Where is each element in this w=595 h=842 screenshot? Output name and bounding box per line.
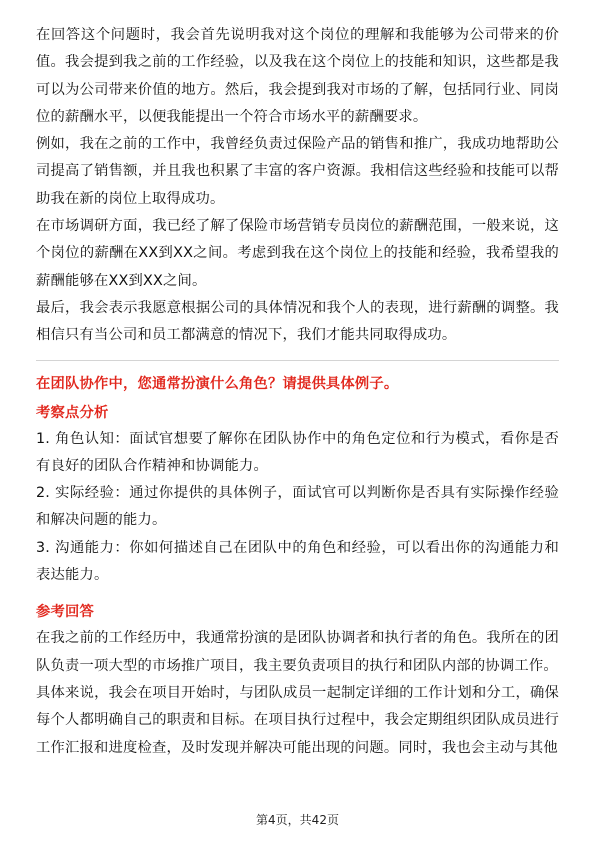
- analysis-item: 2. 实际经验：通过你提供的具体例子，面试官可以判断你是否具有实际操作经验和解决问题的能力。: [36, 485, 559, 529]
- answer-body: [36, 625, 559, 761]
- analysis-list: [36, 426, 559, 590]
- previous-answer-paragraph: 在市场调研方面，我已经了解了保险市场营销专员岗位的薪酬范围，一般来说，这个岗位的薪酬在XX到XX之间。考虑到我在这个岗位上的技能和经验，我希望我的薪酬能够在XX到XX之间。: [36, 218, 559, 289]
- analysis-heading: 考察点分析: [36, 404, 109, 421]
- question-title: 在团队协作中，您通常扮演什么角色？请提供具体例子。: [36, 375, 399, 392]
- previous-answer: [36, 22, 559, 350]
- page-content: [36, 22, 559, 762]
- page-number: 第4页，共42页: [256, 813, 339, 827]
- previous-answer-paragraph: 最后，我会表示我愿意根据公司的具体情况和我个人的表现，进行薪酬的调整。我相信只有当公司和员工都满意的情况下，我们才能共同取得成功。: [36, 299, 559, 344]
- answer-heading: 参考回答: [36, 604, 94, 621]
- analysis-item: 3. 沟通能力：你如何描述自己在团队中的角色和经验，可以看出你的沟通能力和表达能力。: [36, 539, 559, 584]
- previous-answer-paragraph: 例如，我在之前的工作中，我曾经负责过保险产品的销售和推广，我成功地帮助公司提高了销售额，并且我也积累了丰富的客户资源。我相信这些经验和技能可以帮助我在新的岗位上取得成功。: [36, 136, 559, 207]
- previous-answer-paragraph: 在回答这个问题时，我会首先说明我对这个岗位的理解和我能够为公司带来的价值。我会提到我之前的工作经验，以及我在这个岗位上的技能和知识，这些都是我可以为公司带来价值的地方。然后，我会提到我对市场的了解，包括同行业、同岗位的薪酬水平，以便我能提出一个符合市场水平的薪酬要求。: [36, 27, 559, 125]
- answer-paragraph: 具体来说，我会在项目开始时，与团队成员一起制定详细的工作计划和分工，确保每个人都明确自己的职责和目标。在项目执行过程中，我会定期组织团队成员进行工作汇报和进度检查，及时发现并解决可能出现的问题。同时，我也会主动与其他: [36, 684, 559, 756]
- analysis-item: 1. 角色认知：面试官想要了解你在团队协作中的角色定位和行为模式，看你是否有良好的团队合作精神和协调能力。: [36, 430, 559, 474]
- section-divider: [36, 360, 559, 361]
- answer-paragraph: 在我之前的工作经历中，我通常扮演的是团队协调者和执行者的角色。我所在的团队负责一项大型的市场推广项目，我主要负责项目的执行和团队内部的协调工作。: [36, 630, 559, 674]
